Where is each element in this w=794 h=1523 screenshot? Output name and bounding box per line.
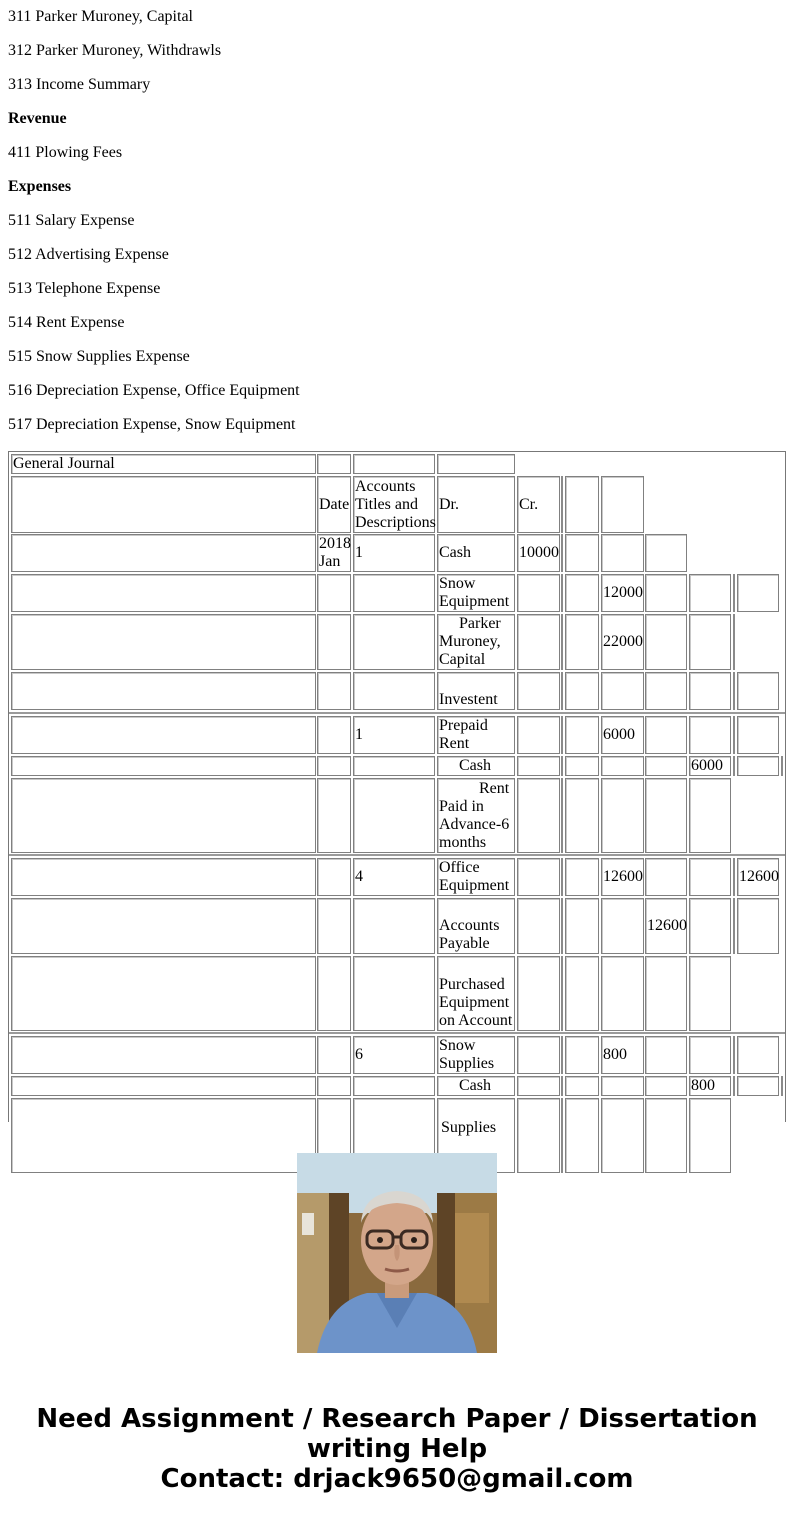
- table-cell: [517, 614, 560, 670]
- entry-day: 4: [353, 858, 435, 896]
- table-cell: [11, 1098, 316, 1173]
- column-divider: [733, 858, 735, 896]
- column-divider: [733, 716, 735, 754]
- table-cell: [565, 778, 599, 853]
- banner-contact-email[interactable]: Contact: drjack9650@gmail.com: [160, 1464, 634, 1494]
- column-divider: [733, 574, 735, 612]
- table-cell: [11, 672, 316, 710]
- contact-banner: [0, 1404, 794, 1494]
- column-divider: [561, 756, 563, 776]
- table-cell: [689, 672, 731, 710]
- table-cell: [317, 574, 351, 612]
- table-cell: [517, 1098, 560, 1173]
- table-cell: [11, 574, 316, 612]
- table-cell: [645, 534, 687, 572]
- table-cell: [11, 1036, 316, 1074]
- column-divider: [561, 1076, 563, 1096]
- table-cell: [11, 614, 316, 670]
- table-cell: [565, 1098, 599, 1173]
- table-cell: [737, 1036, 779, 1074]
- column-divider: [733, 756, 735, 776]
- column-divider: [733, 614, 735, 670]
- date-header: Date: [317, 476, 351, 533]
- account-title: Prepaid Rent: [437, 716, 515, 754]
- table-cell: [565, 898, 599, 954]
- table-cell: [737, 574, 779, 612]
- table-cell: [737, 672, 779, 710]
- table-cell: [517, 716, 560, 754]
- table-cell: [517, 756, 560, 776]
- table-cell: [317, 1076, 351, 1096]
- amount: 800: [601, 1036, 644, 1074]
- table-cell: [565, 756, 599, 776]
- table-cell: [645, 778, 687, 853]
- table-cell: [601, 1076, 644, 1096]
- account-515: 515 Snow Supplies Expense: [8, 348, 190, 365]
- account-title: Cash: [437, 534, 515, 572]
- table-cell: [689, 1036, 731, 1074]
- table-cell: [317, 1036, 351, 1074]
- column-divider: [733, 1036, 735, 1074]
- table-cell: [689, 1098, 731, 1173]
- table-cell: [689, 574, 731, 612]
- table-cell: [317, 858, 351, 896]
- expenses-heading: Expenses: [8, 178, 72, 195]
- general-journal-table: [8, 451, 786, 1136]
- table-cell: [689, 858, 731, 896]
- table-cell: [565, 476, 599, 533]
- account-517: 517 Depreciation Expense, Snow Equipment: [8, 416, 296, 433]
- table-cell: [565, 858, 599, 896]
- table-cell: [689, 778, 731, 853]
- table-cell: [565, 574, 599, 612]
- table-cell: [317, 756, 351, 776]
- entry-memo: Rent Paid in Advance-6 months: [437, 778, 515, 853]
- column-divider: [561, 574, 563, 612]
- banner-line-1: Need Assignment / Research Paper / Dissertation: [36, 1404, 758, 1434]
- table-cell: [737, 898, 779, 954]
- column-divider: [561, 1036, 563, 1074]
- table-cell: [11, 756, 316, 776]
- table-cell: [601, 778, 644, 853]
- table-cell: [11, 778, 316, 853]
- column-divider: [561, 534, 563, 572]
- column-divider: [561, 614, 563, 670]
- account-411: 411 Plowing Fees: [8, 144, 123, 161]
- amount: 12600: [645, 898, 687, 954]
- amount: 10000: [517, 534, 560, 572]
- account-title: Parker Muroney, Capital: [437, 614, 515, 670]
- entry-date: 2018 Jan: [319, 535, 351, 570]
- accounts-header: Accounts Titles and Descriptions: [353, 476, 435, 533]
- table-cell: [565, 672, 599, 710]
- table-cell: [565, 1076, 599, 1096]
- column-divider: [733, 1076, 735, 1096]
- table-cell: [645, 1036, 687, 1074]
- table-cell: [601, 672, 644, 710]
- table-cell: [517, 1076, 560, 1096]
- table-cell: [601, 1098, 644, 1173]
- entry-separator: [9, 854, 785, 856]
- table-cell: [353, 898, 435, 954]
- column-divider: [733, 672, 735, 710]
- entry-memo: Supplies: [437, 1098, 515, 1173]
- account-title: Cash: [437, 1076, 515, 1096]
- table-cell: [437, 454, 515, 474]
- table-cell: [317, 716, 351, 754]
- table-cell: [11, 1076, 316, 1096]
- account-title: Snow Equipment: [437, 574, 515, 612]
- table-cell: [601, 534, 644, 572]
- table-cell: [645, 716, 687, 754]
- table-cell: [689, 614, 731, 670]
- table-cell: [353, 574, 435, 612]
- entry-day: 1: [353, 716, 435, 754]
- amount: 12600: [737, 858, 779, 896]
- amount: 22000: [601, 614, 644, 670]
- column-divider: [561, 858, 563, 896]
- cr-header: Cr.: [517, 476, 560, 533]
- entry-memo: Purchased Equipment on Account: [437, 956, 515, 1031]
- column-divider: [561, 778, 563, 853]
- table-cell: [645, 574, 687, 612]
- table-cell: [11, 898, 316, 954]
- account-title: Office Equipment: [437, 858, 515, 896]
- table-cell: [645, 858, 687, 896]
- table-cell: [737, 756, 779, 776]
- entry-day: 1: [353, 534, 435, 572]
- table-cell: [645, 1076, 687, 1096]
- table-cell: [353, 614, 435, 670]
- table-cell: [317, 672, 351, 710]
- account-313: 313 Income Summary: [8, 76, 151, 93]
- revenue-heading: Revenue: [8, 110, 67, 127]
- table-cell: [517, 672, 560, 710]
- account-312: 312 Parker Muroney, Withdrawls: [8, 42, 222, 59]
- amount: 800: [689, 1076, 731, 1096]
- table-cell: [645, 956, 687, 1031]
- table-cell: [517, 1036, 560, 1074]
- table-cell: [353, 956, 435, 1031]
- amount: 6000: [689, 756, 731, 776]
- table-cell: [317, 614, 351, 670]
- column-divider: [561, 1098, 563, 1173]
- portrait-image: [297, 1153, 497, 1353]
- table-cell: [517, 858, 560, 896]
- journal-title: General Journal: [11, 454, 316, 474]
- table-cell: [353, 778, 435, 853]
- table-cell: [689, 956, 731, 1031]
- entry-memo: Investent: [437, 672, 515, 710]
- table-cell: [565, 716, 599, 754]
- table-cell: [11, 858, 316, 896]
- account-512: 512 Advertising Expense: [8, 246, 169, 263]
- table-cell: [317, 898, 351, 954]
- account-title: Accounts Payable: [437, 898, 515, 954]
- table-cell: [317, 778, 351, 853]
- account-511: 511 Salary Expense: [8, 212, 135, 229]
- table-cell: [517, 778, 560, 853]
- table-cell: [601, 476, 644, 533]
- table-cell: [601, 956, 644, 1031]
- table-cell: [737, 1076, 779, 1096]
- account-title: Cash: [437, 756, 515, 776]
- dr-header: Dr.: [437, 476, 515, 533]
- column-divider: [561, 672, 563, 710]
- banner-line-2: writing Help: [306, 1434, 488, 1464]
- amount: 12000: [601, 574, 644, 612]
- table-cell: [353, 1076, 435, 1096]
- column-divider: [781, 1076, 783, 1096]
- table-cell: [517, 898, 560, 954]
- column-divider: [561, 898, 563, 954]
- column-divider: [561, 476, 563, 533]
- amount: 6000: [601, 716, 644, 754]
- table-cell: [737, 716, 779, 754]
- table-cell: [11, 476, 316, 533]
- entry-separator: [9, 1032, 785, 1034]
- table-cell: [689, 898, 731, 954]
- table-cell: [689, 716, 731, 754]
- table-cell: [645, 756, 687, 776]
- entry-day: 6: [353, 1036, 435, 1074]
- table-cell: [601, 898, 644, 954]
- table-cell: [317, 956, 351, 1031]
- column-divider: [733, 898, 735, 954]
- table-cell: [317, 454, 351, 474]
- table-cell: [517, 956, 560, 1031]
- column-divider: [561, 716, 563, 754]
- amount: 12600: [601, 858, 644, 896]
- account-title: Snow Supplies: [437, 1036, 515, 1074]
- entry-separator: [9, 712, 785, 714]
- table-cell: [11, 534, 316, 572]
- account-514: 514 Rent Expense: [8, 314, 125, 331]
- account-513: 513 Telephone Expense: [8, 280, 161, 297]
- table-cell: [11, 716, 316, 754]
- table-cell: [645, 1098, 687, 1173]
- table-cell: [353, 672, 435, 710]
- table-cell: [565, 956, 599, 1031]
- column-divider: [781, 756, 783, 776]
- avatar: [297, 1153, 497, 1353]
- table-cell: [601, 756, 644, 776]
- table-cell: [517, 574, 560, 612]
- account-311: 311 Parker Muroney, Capital: [8, 8, 193, 25]
- column-divider: [561, 956, 563, 1031]
- table-cell: [565, 534, 599, 572]
- table-cell: [353, 454, 435, 474]
- table-cell: [645, 672, 687, 710]
- table-cell: [565, 614, 599, 670]
- account-516: 516 Depreciation Expense, Office Equipment: [8, 382, 300, 399]
- table-cell: [353, 756, 435, 776]
- table-cell: [11, 956, 316, 1031]
- table-cell: [645, 614, 687, 670]
- table-cell: [565, 1036, 599, 1074]
